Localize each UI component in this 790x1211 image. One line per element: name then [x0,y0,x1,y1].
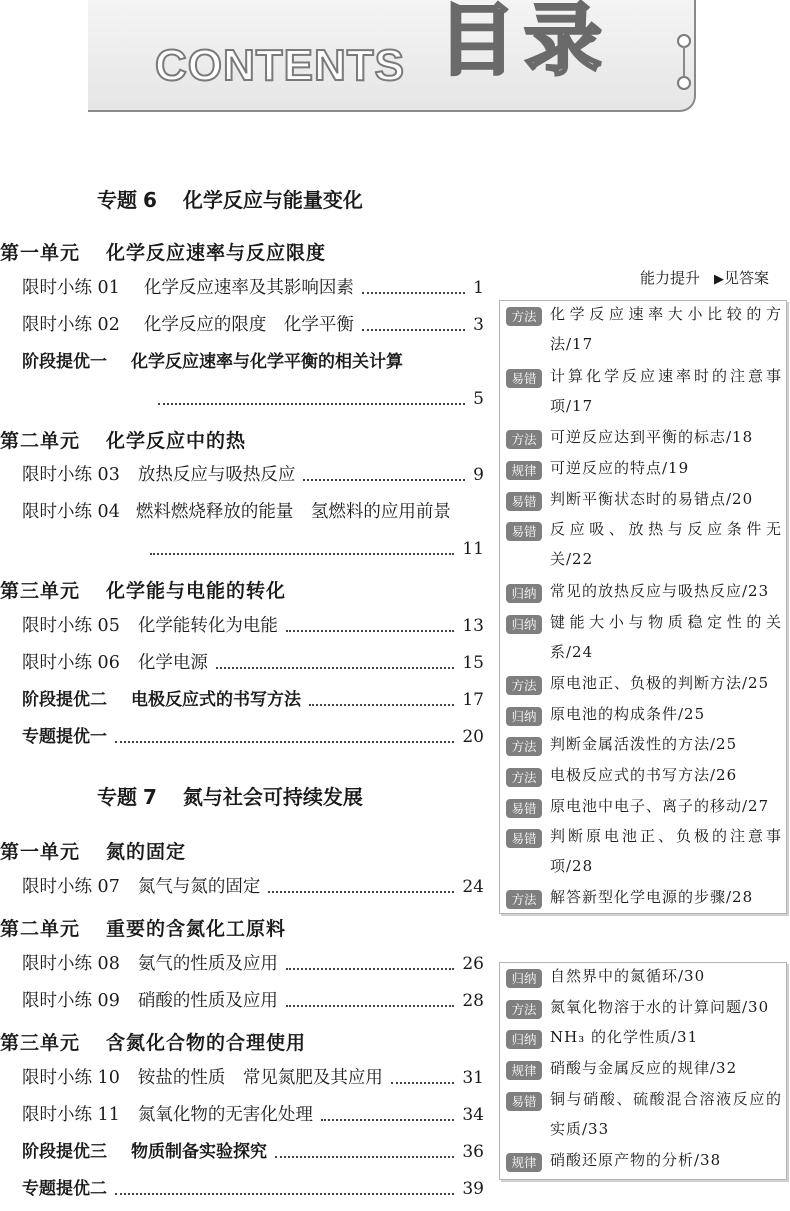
page-number: 36 [462,1142,484,1162]
toc-entry[interactable]: 专题提优二 39 [22,1179,484,1199]
leader-dots [303,478,465,481]
panel-header: 能力提升 ▶见答案 [640,269,770,287]
leader-dots [321,1118,455,1121]
tip-text: 硝酸与金属反应的规律/32 [550,1059,738,1077]
tip-item [506,305,782,365]
unit-heading: 第二单元 重要的含氮化工原料 [0,918,287,940]
page-number: 1 [473,278,484,298]
tip-text: 化学反应速率大小比较的方法/17 [550,305,782,353]
page-header [0,0,790,125]
mulu-heading: 目录 [438,0,611,86]
leader-dots [309,703,454,706]
toc-entry-continuation[interactable] [158,387,484,411]
page-number: 9 [473,465,484,485]
toc-entry[interactable]: 限时小练 11 氮氧化物的无害化处理 34 [22,1105,484,1125]
unit-heading: 第三单元 化学能与电能的转化 [0,580,287,602]
tip-text: 可逆反应的特点/19 [550,459,690,477]
page-number: 11 [462,539,484,559]
page-number: 24 [462,877,484,897]
tip-badge: 方法 [506,1000,542,1019]
contents-heading: CONTENTS [155,41,405,90]
leader-dots [150,552,454,555]
page-number: 31 [462,1068,484,1088]
tip-badge: 易错 [506,369,542,388]
toc-entry[interactable]: 限时小练 04 燃料燃烧释放的能量 氢燃料的应用前景 [22,502,451,522]
toc-entry[interactable]: 限时小练 01 化学反应速率及其影响因素 1 [22,278,484,298]
tip-text: 原电池中电子、离子的移动/27 [550,797,770,815]
tip-badge: 归纳 [506,1030,542,1049]
unit-heading: 第一单元 化学反应速率与反应限度 [0,242,327,264]
header-dot [677,76,691,90]
tip-badge: 归纳 [506,584,542,603]
tip-text: 自然界中的氮循环/30 [550,967,706,985]
toc-entry[interactable]: 限时小练 09 硝酸的性质及应用 28 [22,991,484,1011]
page-number: 15 [462,653,484,673]
tip-badge: 易错 [506,522,542,541]
tip-badge: 归纳 [506,707,542,726]
leader-dots [115,740,454,743]
leader-dots [362,328,465,331]
tip-text: 反应吸、放热与反应条件无关/22 [550,520,782,568]
toc-entry[interactable]: 阶段提优二 电极反应式的书写方法 17 [22,690,484,710]
tip-text: 硝酸还原产物的分析/38 [550,1151,722,1169]
tip-text: 常见的放热反应与吸热反应/23 [550,582,770,600]
page-number: 13 [462,616,484,636]
tip-badge: 易错 [506,492,542,511]
leader-dots [286,1004,455,1007]
toc-entry[interactable]: 阶段提优一 化学反应速率与化学平衡的相关计算 [22,352,403,372]
page-number: 39 [462,1179,484,1199]
toc-entry[interactable]: 限时小练 06 化学电源 15 [22,653,484,673]
leader-dots [286,629,455,632]
toc-entry[interactable]: 限时小练 08 氨气的性质及应用 26 [22,954,484,974]
page-number: 34 [462,1105,484,1125]
tip-text: 电极反应式的书写方法/26 [550,766,738,784]
tip-badge: 归纳 [506,615,542,634]
tip-text: 判断原电池正、负极的注意事项/28 [550,827,782,875]
tip-text: 计算化学反应速率时的注意事项/17 [550,367,782,415]
tip-text: 原电池的构成条件/25 [550,705,706,723]
topic-title: 专题 6 化学反应与能量变化 [97,188,363,212]
leader-dots [362,291,465,294]
leader-dots [275,1155,454,1158]
leader-dots [286,967,455,970]
tips-panel-2 [499,962,787,1180]
tip-text: 氮氧化物溶于水的计算问题/30 [550,998,770,1016]
topic-title: 专题 7 氮与社会可持续发展 [97,785,363,809]
leader-dots [115,1192,454,1195]
triangle-right-icon: ▶ [714,272,725,287]
toc-entry[interactable]: 限时小练 02 化学反应的限度 化学平衡 3 [22,315,484,335]
toc-entry[interactable]: 限时小练 05 化学能转化为电能 13 [22,616,484,636]
tip-text: 铜与硝酸、硫酸混合溶液反应的实质/33 [550,1090,782,1138]
tip-text: 判断金属活泼性的方法/25 [550,735,738,753]
toc-entry[interactable]: 限时小练 10 铵盐的性质 常见氮肥及其应用 31 [22,1068,484,1088]
page-number: 3 [473,315,484,335]
toc-entry[interactable]: 限时小练 03 放热反应与吸热反应 9 [22,465,484,485]
toc-entry[interactable]: 限时小练 07 氮气与氮的固定 24 [22,877,484,897]
tip-badge: 规律 [506,1061,542,1080]
tip-badge: 规律 [506,461,542,480]
tip-text: NH₃ 的化学性质/31 [550,1028,699,1046]
leader-dots [391,1081,455,1084]
tip-badge: 规律 [506,1153,542,1172]
leader-dots [216,666,455,669]
toc-entry[interactable]: 阶段提优三 物质制备实验探究 36 [22,1142,484,1162]
page-number: 20 [462,727,484,747]
tip-badge: 归纳 [506,969,542,988]
tip-badge: 方法 [506,890,542,909]
tip-badge: 方法 [506,768,542,787]
page-number: 28 [462,991,484,1011]
tips-panel-1 [499,300,787,914]
unit-heading: 第三单元 含氮化合物的合理使用 [0,1032,307,1054]
toc-entry[interactable]: 专题提优一 20 [22,727,484,747]
tip-badge: 方法 [506,430,542,449]
tip-text: 键能大小与物质稳定性的关系/24 [550,613,782,661]
tip-badge: 方法 [506,307,542,326]
leader-dots [268,890,454,893]
page-number: 17 [462,690,484,710]
tip-text: 可逆反应达到平衡的标志/18 [550,428,754,446]
tip-text: 原电池正、负极的判断方法/25 [550,674,770,692]
page-number: 5 [473,389,484,409]
leader-dots [158,402,465,405]
tip-text: 判断平衡状态时的易错点/20 [550,490,754,508]
unit-heading: 第二单元 化学反应中的热 [0,430,247,452]
header-line [683,46,685,76]
page-number: 26 [462,954,484,974]
tip-text: 解答新型化学电源的步骤/28 [550,888,754,906]
toc-entry-continuation[interactable] [150,537,484,561]
tip-badge: 易错 [506,1092,542,1111]
unit-heading: 第一单元 氮的固定 [0,841,187,863]
tip-badge: 易错 [506,799,542,818]
tip-badge: 方法 [506,737,542,756]
tip-badge: 易错 [506,829,542,848]
tip-badge: 方法 [506,676,542,695]
